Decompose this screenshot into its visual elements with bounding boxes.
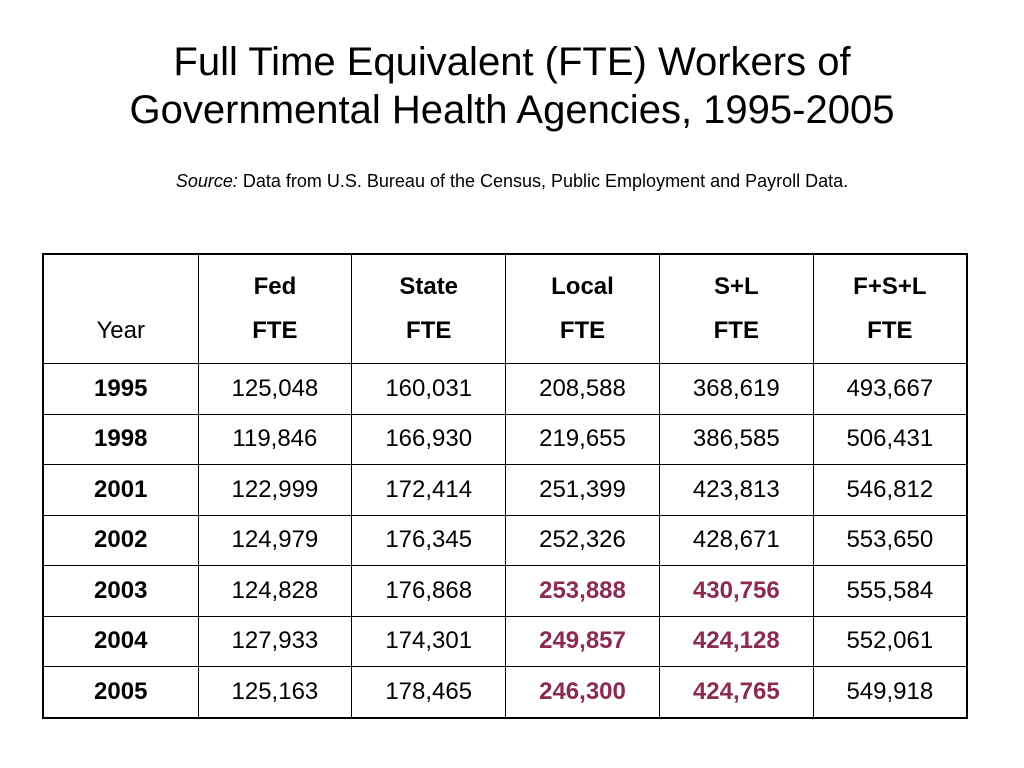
cell-state: 166,930 xyxy=(352,414,506,465)
cell-fsl: 546,812 xyxy=(813,465,967,516)
cell-year: 2005 xyxy=(43,667,198,718)
cell-year: 2001 xyxy=(43,465,198,516)
fte-table xyxy=(42,253,968,719)
header-sl-fte: S+L FTE xyxy=(659,254,813,364)
cell-sl-highlighted: 424,128 xyxy=(659,616,813,667)
cell-state: 174,301 xyxy=(352,616,506,667)
cell-fed: 124,979 xyxy=(198,515,352,566)
page-title xyxy=(0,38,1024,134)
title-line-2: Governmental Health Agencies, 1995-2005 xyxy=(129,88,895,132)
cell-year: 2004 xyxy=(43,616,198,667)
source-note xyxy=(0,170,1024,192)
header-fed-fte: Fed FTE xyxy=(198,254,352,364)
cell-state: 176,345 xyxy=(352,515,506,566)
cell-fsl: 555,584 xyxy=(813,566,967,617)
cell-local-highlighted: 246,300 xyxy=(506,667,660,718)
cell-state: 172,414 xyxy=(352,465,506,516)
cell-sl: 368,619 xyxy=(659,364,813,415)
cell-fed: 127,933 xyxy=(198,616,352,667)
cell-fed: 122,999 xyxy=(198,465,352,516)
cell-sl: 386,585 xyxy=(659,414,813,465)
cell-fsl: 552,061 xyxy=(813,616,967,667)
header-fsl-fte: F+S+L FTE xyxy=(813,254,967,364)
cell-fsl: 553,650 xyxy=(813,515,967,566)
cell-fed: 125,163 xyxy=(198,667,352,718)
cell-year: 1998 xyxy=(43,414,198,465)
cell-fsl: 493,667 xyxy=(813,364,967,415)
table-row xyxy=(43,465,967,516)
cell-fed: 119,846 xyxy=(198,414,352,465)
cell-local-highlighted: 253,888 xyxy=(506,566,660,617)
header-year: Year xyxy=(43,254,198,364)
cell-fed: 125,048 xyxy=(198,364,352,415)
cell-sl: 423,813 xyxy=(659,465,813,516)
cell-fsl: 506,431 xyxy=(813,414,967,465)
cell-local: 251,399 xyxy=(506,465,660,516)
table-row xyxy=(43,364,967,415)
cell-state: 160,031 xyxy=(352,364,506,415)
cell-sl: 428,671 xyxy=(659,515,813,566)
table-header-row xyxy=(43,254,967,364)
cell-local: 252,326 xyxy=(506,515,660,566)
table-row xyxy=(43,667,967,718)
header-local-fte: Local FTE xyxy=(506,254,660,364)
cell-sl-highlighted: 424,765 xyxy=(659,667,813,718)
cell-local: 219,655 xyxy=(506,414,660,465)
cell-local: 208,588 xyxy=(506,364,660,415)
source-text: Data from U.S. Bureau of the Census, Public Employment and Payroll Data. xyxy=(242,171,849,191)
table-row xyxy=(43,414,967,465)
source-label: Source: xyxy=(175,171,238,191)
header-state-fte: State FTE xyxy=(352,254,506,364)
cell-fed: 124,828 xyxy=(198,566,352,617)
table-row xyxy=(43,566,967,617)
table-row xyxy=(43,515,967,566)
cell-state: 178,465 xyxy=(352,667,506,718)
title-line-1: Full Time Equivalent (FTE) Workers of xyxy=(173,40,851,84)
cell-state: 176,868 xyxy=(352,566,506,617)
cell-year: 2002 xyxy=(43,515,198,566)
cell-local-highlighted: 249,857 xyxy=(506,616,660,667)
cell-fsl: 549,918 xyxy=(813,667,967,718)
cell-sl-highlighted: 430,756 xyxy=(659,566,813,617)
table-row xyxy=(43,616,967,667)
cell-year: 1995 xyxy=(43,364,198,415)
cell-year: 2003 xyxy=(43,566,198,617)
